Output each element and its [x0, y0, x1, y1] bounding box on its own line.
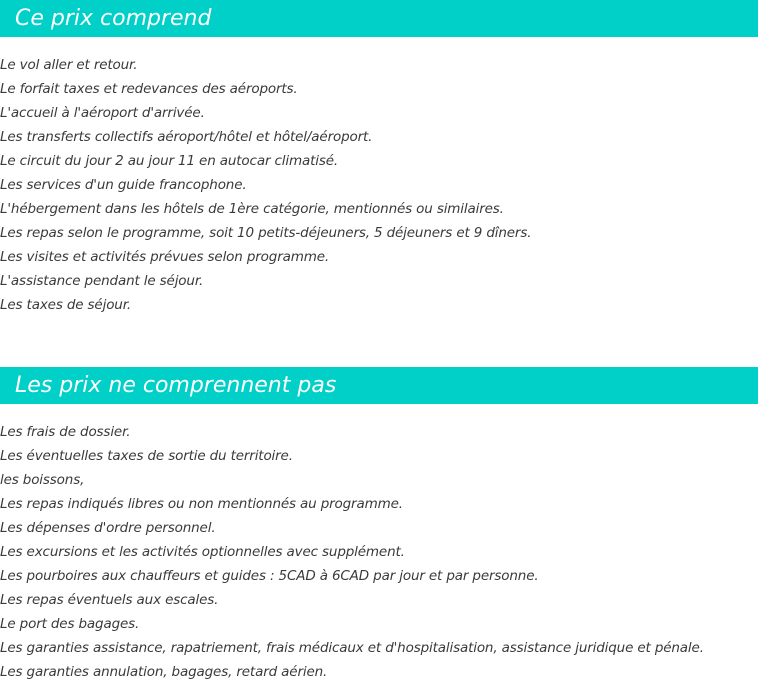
- included-item: Les services d'un guide francophone.: [0, 177, 247, 193]
- included-item: Les transferts collectifs aéroport/hôtel et hôtel/aéroport.: [0, 129, 373, 145]
- excluded-item: Les pourboires aux chauffeurs et guides : 5CAD à 6CAD par jour et par personne.: [0, 568, 539, 584]
- excluded-item: Les éventuelles taxes de sortie du territoire.: [0, 448, 293, 464]
- included-item: Le forfait taxes et redevances des aéroports.: [0, 81, 298, 97]
- included-section-header: [0, 0, 758, 37]
- excluded-item: Les garanties annulation, bagages, retard aérien.: [0, 664, 328, 680]
- included-item: Les visites et activités prévues selon programme.: [0, 249, 330, 265]
- included-item: L'assistance pendant le séjour.: [0, 273, 204, 289]
- excluded-item: Les repas éventuels aux escales.: [0, 592, 219, 608]
- included-item: Les taxes de séjour.: [0, 297, 132, 313]
- excluded-item: Les repas indiqués libres ou non mentionnés au programme.: [0, 496, 403, 512]
- excluded-item: les boissons,: [0, 472, 85, 488]
- included-section-title: Ce prix comprend: [15, 6, 212, 31]
- included-item: Les repas selon le programme, soit 10 petits-déjeuners, 5 déjeuners et 9 dîners.: [0, 225, 532, 241]
- excluded-item: Les frais de dossier.: [0, 424, 131, 440]
- excluded-section-title: Les prix ne comprennent pas: [15, 373, 337, 398]
- excluded-item: Les garanties assistance, rapatriement, frais médicaux et d'hospitalisation, assistance juridique et pénale.: [0, 640, 704, 656]
- included-item: L'accueil à l'aéroport d'arrivée.: [0, 105, 205, 121]
- excluded-item: Le port des bagages.: [0, 616, 140, 632]
- excluded-item: Les dépenses d'ordre personnel.: [0, 520, 216, 536]
- included-item: L'hébergement dans les hôtels de 1ère catégorie, mentionnés ou similaires.: [0, 201, 504, 217]
- included-item: Le circuit du jour 2 au jour 11 en autocar climatisé.: [0, 153, 339, 169]
- excluded-item: Les excursions et les activités optionnelles avec supplément.: [0, 544, 405, 560]
- excluded-section-header: [0, 367, 758, 404]
- excluded-items-list: [0, 420, 704, 684]
- included-item: Le vol aller et retour.: [0, 57, 138, 73]
- included-items-list: [0, 53, 531, 317]
